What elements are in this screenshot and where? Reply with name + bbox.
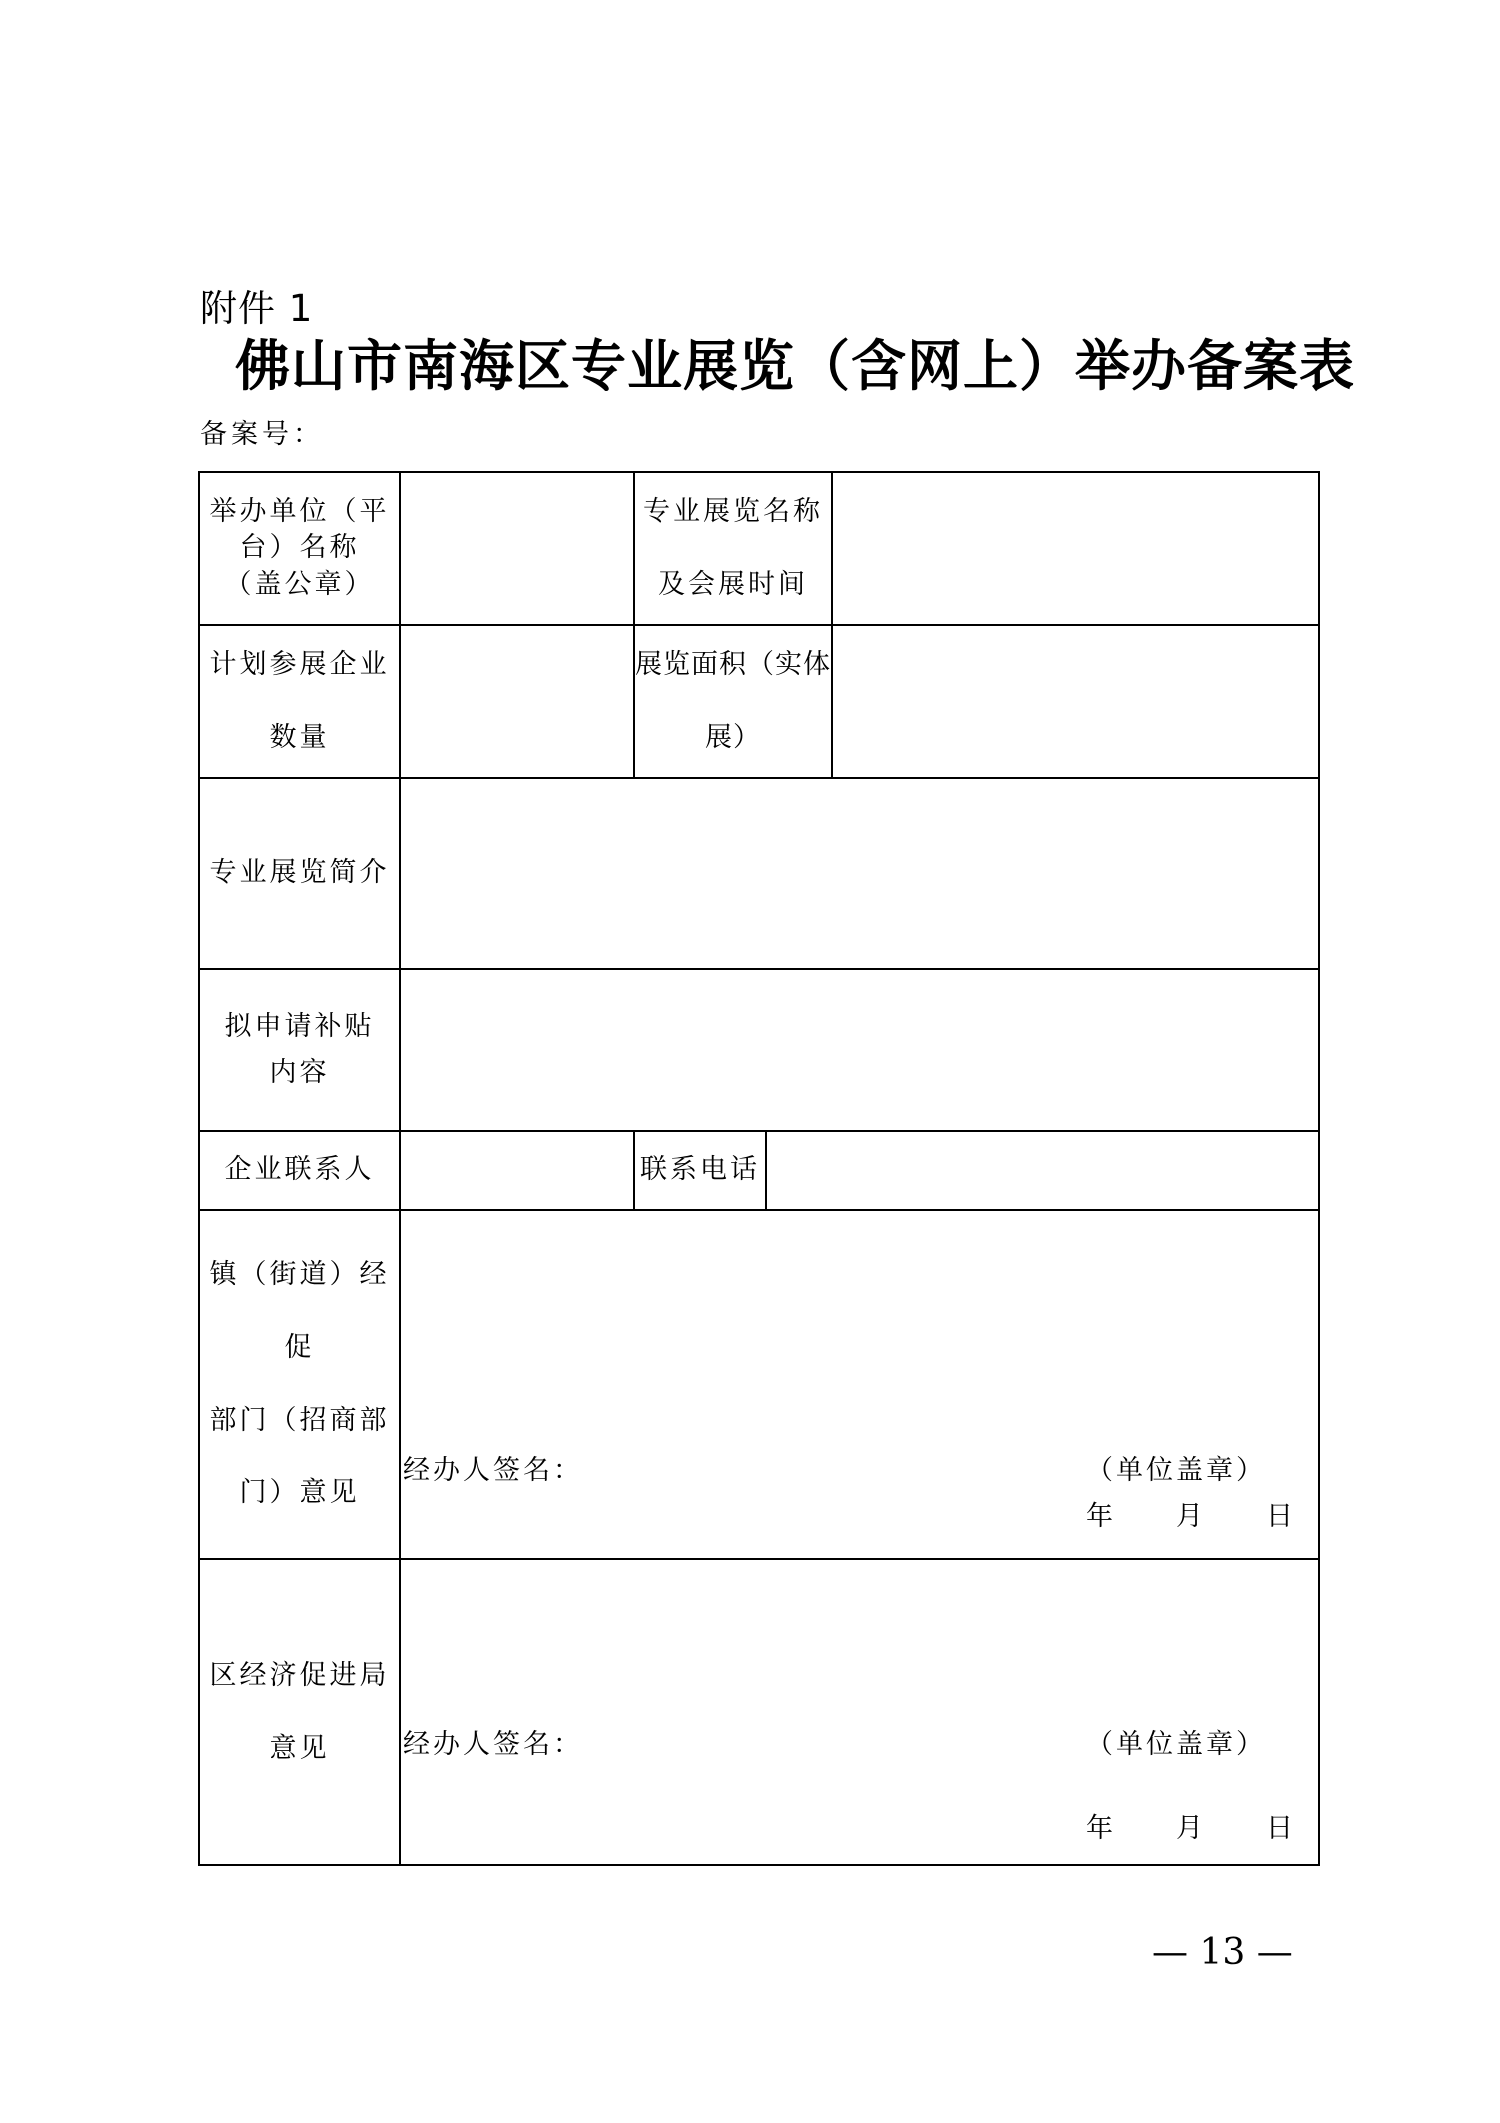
contact-person-field[interactable] <box>401 1132 633 1209</box>
contact-phone-label: 联系电话 <box>640 1154 760 1186</box>
label-line: 镇（街道）经促 <box>209 1258 390 1363</box>
district-opinion-label-cell <box>200 1560 399 1866</box>
town-opinion-label-cell <box>200 1211 399 1558</box>
district-date-label: 年 月 日 <box>1086 1813 1296 1844</box>
label-line: 部门（招商部 <box>209 1404 390 1436</box>
exhibition-area-field[interactable] <box>833 626 1318 777</box>
label-line: 意见 <box>269 1733 330 1764</box>
town-date-label: 年 月 日 <box>1086 1501 1296 1532</box>
town-signature-label: 经办人签名： <box>403 1455 583 1486</box>
exhibition-area-label-cell <box>635 626 831 777</box>
organizer-name-label-cell <box>200 473 399 624</box>
label-line: 拟申请补贴 <box>224 1011 375 1043</box>
introduction-field[interactable] <box>401 779 1318 968</box>
district-signature-label: 经办人签名： <box>403 1729 583 1760</box>
district-opinion-field[interactable] <box>401 1560 1318 1866</box>
page-number: — 13 — <box>1152 1932 1293 1973</box>
exhibition-name-label-cell <box>635 473 831 624</box>
label-line: 数量 <box>269 721 330 753</box>
introduction-label-cell <box>200 779 399 968</box>
label-line: 内容 <box>269 1057 330 1088</box>
label-line: 门）意见 <box>239 1477 360 1509</box>
district-seal-label: （单位盖章） <box>1086 1729 1266 1760</box>
label-line: 计划参展企业 <box>209 648 390 680</box>
organizer-name-field[interactable] <box>401 473 633 624</box>
attachment-label: 附件 1 <box>200 287 314 330</box>
introduction-label: 专业展览简介 <box>209 857 390 889</box>
subsidy-field[interactable] <box>401 970 1318 1130</box>
label-line: 展览面积（实体 <box>635 648 831 680</box>
contact-phone-field[interactable] <box>767 1132 1318 1209</box>
contact-person-label-cell <box>200 1132 399 1209</box>
label-line: 举办单位（平 <box>209 495 390 527</box>
town-seal-label: （单位盖章） <box>1086 1455 1266 1486</box>
label-line: 展） <box>705 721 761 753</box>
registration-form-table <box>198 471 1320 1866</box>
contact-person-label: 企业联系人 <box>224 1154 375 1186</box>
label-line: 台）名称 <box>239 532 360 564</box>
town-opinion-field[interactable] <box>401 1211 1318 1558</box>
label-line: 专业展览名称 <box>643 495 823 527</box>
contact-phone-label-cell <box>635 1132 765 1209</box>
label-line: （盖公章） <box>224 568 375 600</box>
planned-companies-label-cell <box>200 626 399 777</box>
exhibition-name-field[interactable] <box>833 473 1318 624</box>
subsidy-label-cell <box>200 970 399 1130</box>
label-line: 及会展时间 <box>658 568 808 600</box>
planned-companies-field[interactable] <box>401 626 633 777</box>
record-number-label: 备案号： <box>200 419 324 450</box>
label-line: 区经济促进局 <box>209 1660 390 1692</box>
form-title: 佛山市南海区专业展览（含网上）举办备案表 <box>235 334 1356 398</box>
